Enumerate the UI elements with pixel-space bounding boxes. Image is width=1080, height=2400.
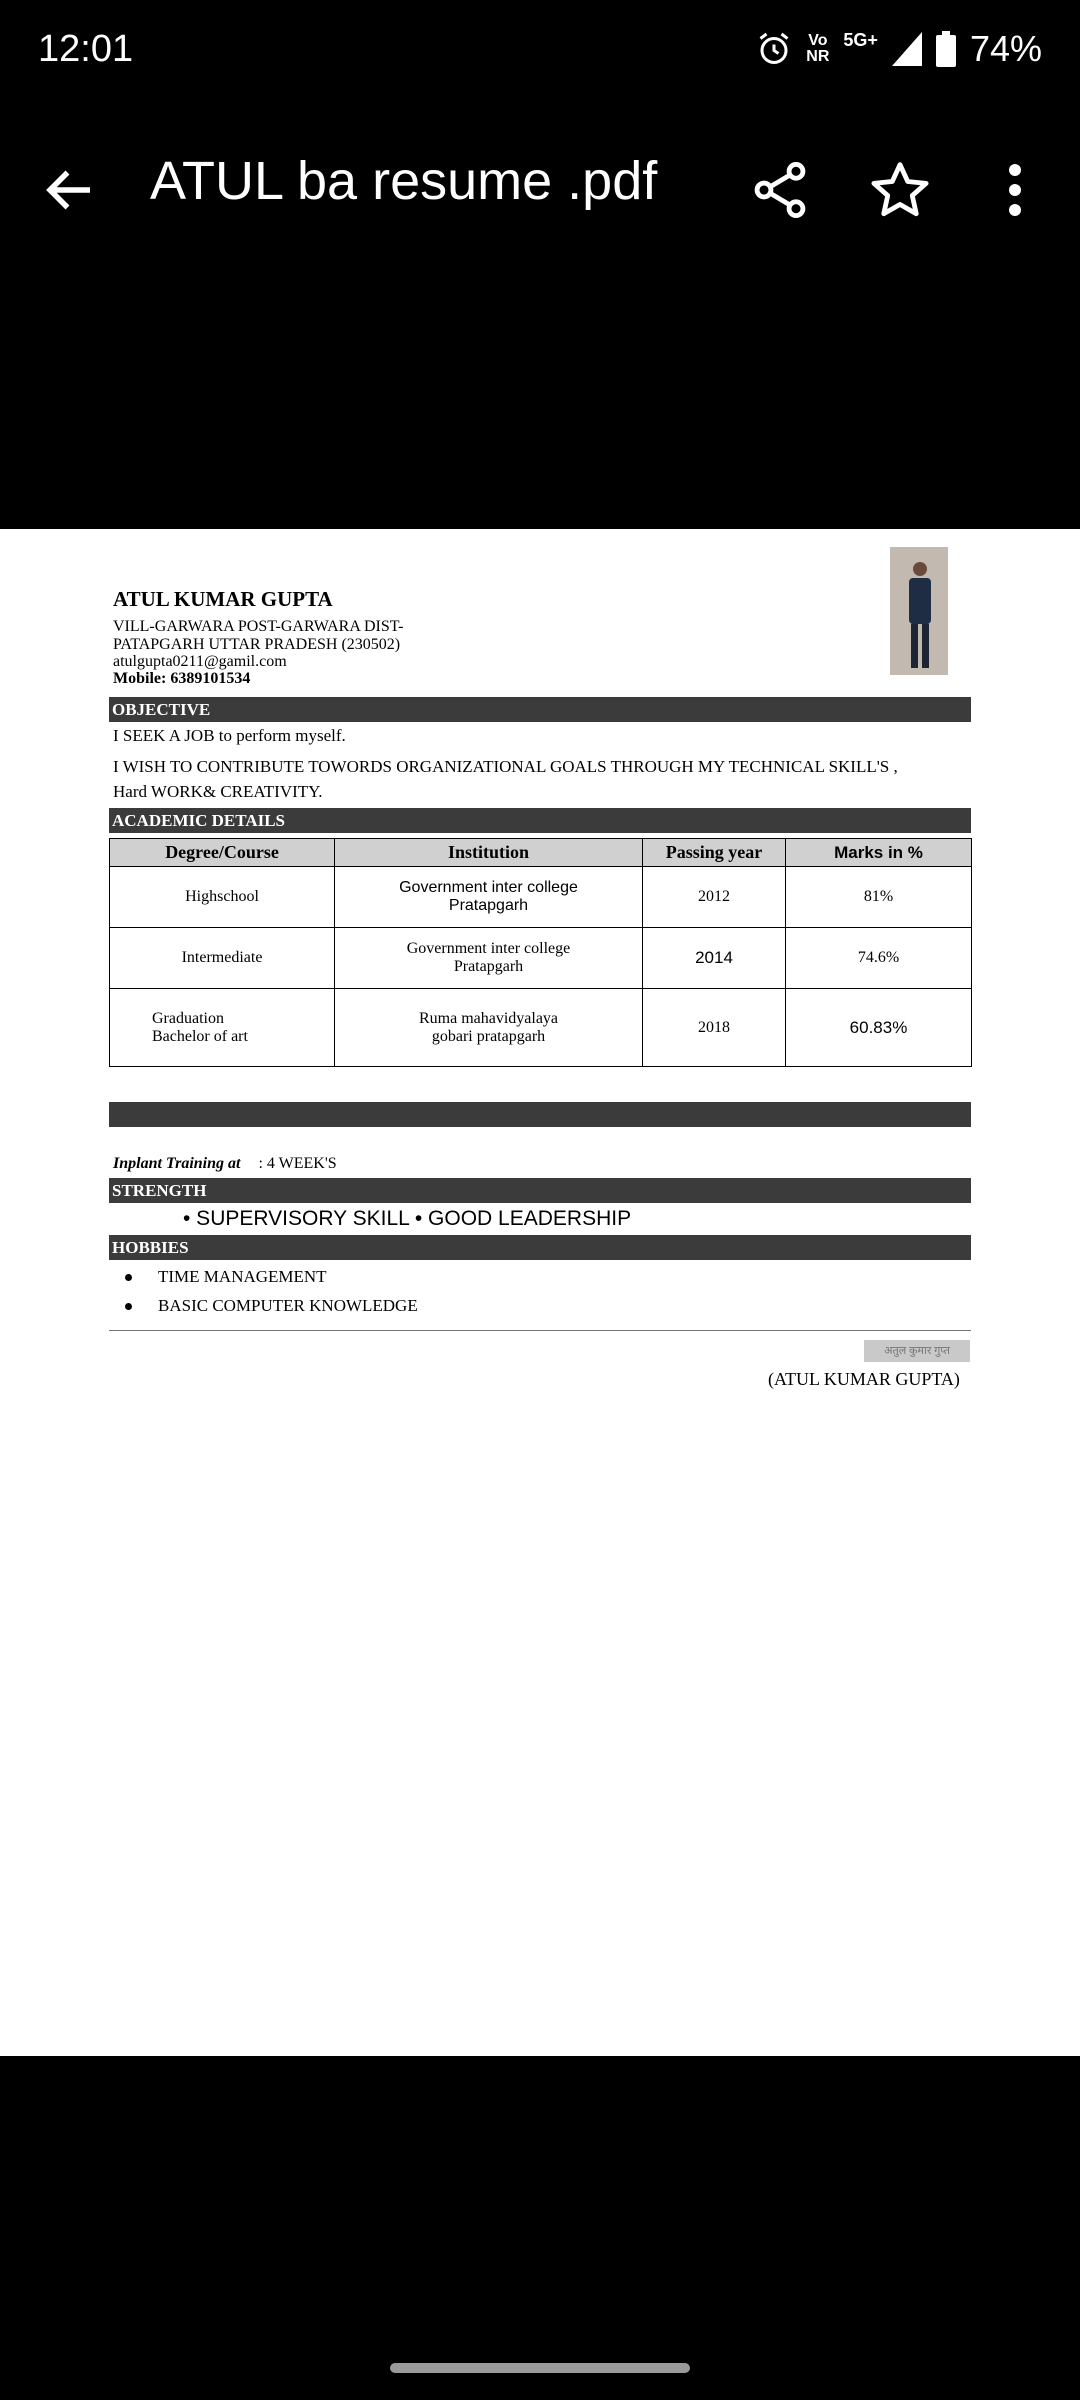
institution-line: Government inter college (399, 879, 578, 896)
clock: 12:01 (38, 28, 134, 70)
table-row (110, 867, 972, 928)
institution-cell (335, 928, 643, 989)
year-cell: 2018 (643, 989, 786, 1067)
institution-cell (335, 989, 643, 1067)
institution-line: gobari pratapgarh (431, 1027, 546, 1045)
marks-cell: 74.6% (786, 928, 972, 989)
section-hobbies: HOBBIES (109, 1235, 971, 1260)
pdf-page[interactable] (0, 529, 1080, 2056)
battery-percent: 74% (969, 28, 1042, 69)
signature-image: अतुल कुमार गुप्त (864, 1340, 970, 1362)
hobby-text: TIME MANAGEMENT (158, 1267, 327, 1286)
applicant-name: ATUL KUMAR GUPTA (113, 587, 333, 611)
institution-line: Pratapgarh (453, 958, 524, 975)
table-row (110, 928, 972, 989)
signal-icon (892, 32, 922, 66)
marks-cell: 81% (786, 867, 972, 928)
training-label: Inplant Training at (113, 1155, 241, 1172)
divider (109, 1330, 971, 1331)
col-header: Marks in % (786, 839, 972, 867)
wifi-calling-icon (806, 33, 829, 65)
marks-cell: 60.83% (786, 989, 972, 1067)
degree-cell (110, 989, 335, 1067)
hobby-item (125, 1267, 327, 1287)
network-type: 5G+ (843, 30, 878, 50)
table-header-row (110, 839, 972, 867)
institution-line: Ruma mahavidyalaya (418, 1009, 559, 1027)
section-divider-bar (109, 1102, 971, 1127)
objective-line-1: I SEEK A JOB to perform myself. (113, 726, 346, 745)
profile-photo (890, 547, 948, 675)
back-arrow-icon[interactable] (40, 160, 100, 220)
year-cell: 2014 (643, 928, 786, 989)
star-icon[interactable] (868, 158, 932, 222)
col-header: Institution (335, 839, 643, 867)
degree-line: Bachelor of art (152, 1027, 248, 1045)
address-line-2: PATAPGARH UTTAR PRADESH (230502) (113, 636, 401, 653)
section-objective: OBJECTIVE (109, 697, 971, 722)
degree-cell: Highschool (110, 867, 335, 928)
objective-line-3: Hard WORK& CREATIVITY. (113, 782, 323, 801)
status-bar (0, 0, 1080, 110)
training-row (113, 1155, 337, 1173)
objective-line-2: I WISH TO CONTRIBUTE TOWORDS ORGANIZATIONAL GOALS THROUGH MY TECHNICAL SKILL'S , (113, 757, 898, 776)
bullet-icon (125, 1303, 132, 1310)
document-title: ATUL ba resume .pdf (150, 151, 658, 211)
more-vert-icon[interactable] (990, 158, 1040, 222)
degree-line: Graduation (152, 1009, 224, 1027)
bullet-icon (125, 1274, 132, 1281)
strength-text: • SUPERVISORY SKILL • GOOD LEADERSHIP (183, 1207, 632, 1230)
email: atulgupta0211@gamil.com (113, 653, 287, 670)
section-strength: STRENGTH (109, 1178, 971, 1203)
year-cell: 2012 (643, 867, 786, 928)
institution-line: Pratapgarh (448, 897, 529, 914)
degree-cell: Intermediate (110, 928, 335, 989)
training-value: : 4 WEEK'S (258, 1155, 337, 1172)
hobby-item (125, 1296, 418, 1316)
col-header: Degree/Course (110, 839, 335, 867)
academic-table (109, 838, 972, 1067)
signature-name: (ATUL KUMAR GUPTA) (768, 1369, 960, 1389)
mobile: Mobile: 6389101534 (113, 670, 251, 687)
volte-label: Vo (808, 32, 828, 49)
share-icon[interactable] (748, 158, 812, 222)
battery-icon (936, 31, 956, 67)
gesture-nav-handle[interactable] (390, 2363, 690, 2373)
table-row (110, 989, 972, 1067)
alarm-icon (756, 31, 792, 67)
status-icons (756, 28, 1042, 70)
institution-cell (335, 867, 643, 928)
nr-label: NR (806, 48, 830, 65)
section-academic: ACADEMIC DETAILS (109, 808, 971, 833)
hobby-text: BASIC COMPUTER KNOWLEDGE (158, 1296, 418, 1315)
address-line-1: VILL-GARWARA POST-GARWARA DIST- (113, 618, 404, 635)
institution-line: Government inter college (406, 940, 571, 957)
app-bar (0, 130, 1080, 250)
col-header: Passing year (643, 839, 786, 867)
